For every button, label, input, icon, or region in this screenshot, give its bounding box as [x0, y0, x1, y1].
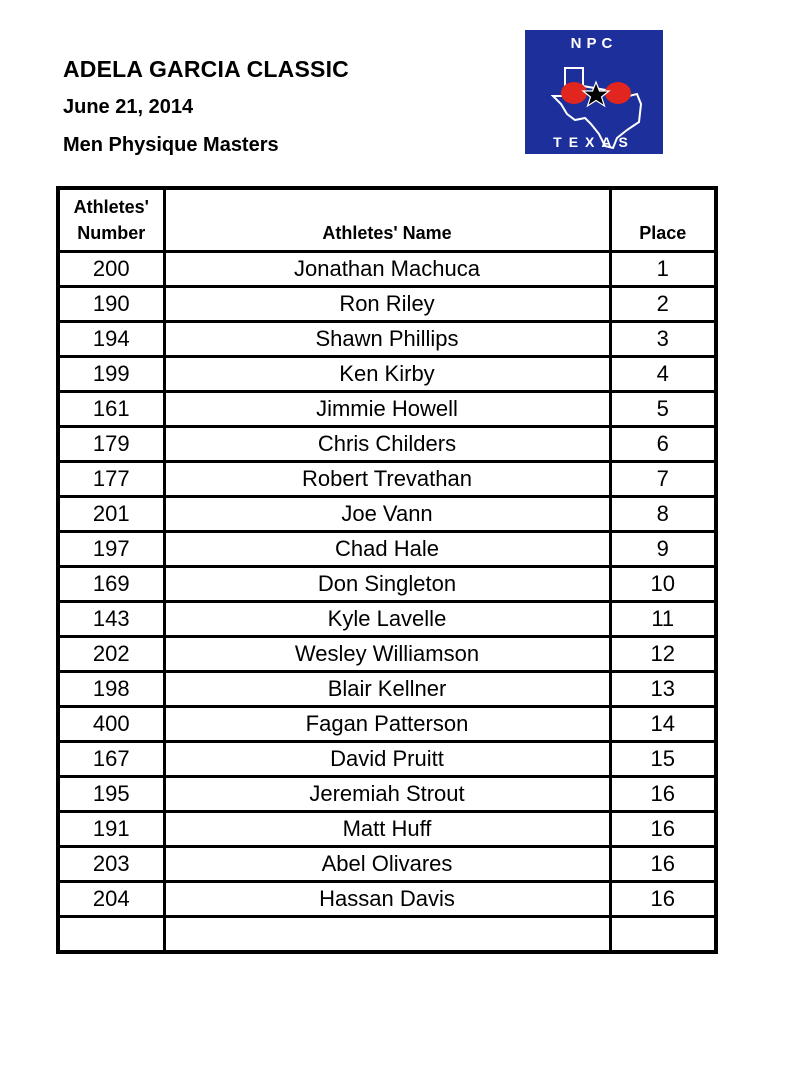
- place-cell: 4: [610, 357, 716, 392]
- place-cell: [610, 917, 716, 953]
- right-glove-icon: [605, 82, 631, 104]
- athlete-name-cell: Jeremiah Strout: [164, 777, 610, 812]
- athlete-name-cell: Hassan Davis: [164, 882, 610, 917]
- athlete-number-cell: 177: [58, 462, 164, 497]
- athlete-name-cell: Abel Olivares: [164, 847, 610, 882]
- place-cell: 16: [610, 847, 716, 882]
- athlete-name-cell: Wesley Williamson: [164, 637, 610, 672]
- athlete-name-cell: Fagan Patterson: [164, 707, 610, 742]
- place-cell: 14: [610, 707, 716, 742]
- header-athlete-number: Athletes' Number: [58, 188, 164, 252]
- athlete-number-cell: 199: [58, 357, 164, 392]
- place-cell: 7: [610, 462, 716, 497]
- place-cell: 16: [610, 882, 716, 917]
- place-cell: 12: [610, 637, 716, 672]
- table-row: [58, 602, 716, 637]
- athlete-number-cell: 201: [58, 497, 164, 532]
- athlete-number-cell: 194: [58, 322, 164, 357]
- athlete-number-cell: 203: [58, 847, 164, 882]
- athlete-name-cell: Chad Hale: [164, 532, 610, 567]
- place-cell: 16: [610, 777, 716, 812]
- athlete-number-cell: 161: [58, 392, 164, 427]
- place-cell: 6: [610, 427, 716, 462]
- place-cell: 8: [610, 497, 716, 532]
- table-row: [58, 777, 716, 812]
- place-cell: 10: [610, 567, 716, 602]
- place-cell: 5: [610, 392, 716, 427]
- athlete-name-cell: Jonathan Machuca: [164, 252, 610, 287]
- table-row: [58, 812, 716, 847]
- table-row: [58, 532, 716, 567]
- athlete-number-cell: 195: [58, 777, 164, 812]
- athlete-name-cell: Kyle Lavelle: [164, 602, 610, 637]
- athlete-number-cell: 143: [58, 602, 164, 637]
- athlete-name-cell: Don Singleton: [164, 567, 610, 602]
- left-glove-icon: [561, 82, 587, 104]
- athlete-name-cell: Matt Huff: [164, 812, 610, 847]
- header-athlete-name: Athletes' Name: [164, 188, 610, 252]
- athlete-name-cell: Jimmie Howell: [164, 392, 610, 427]
- athlete-number-cell: 191: [58, 812, 164, 847]
- athlete-number-cell: 200: [58, 252, 164, 287]
- place-cell: 9: [610, 532, 716, 567]
- table-row: [58, 707, 716, 742]
- place-cell: 16: [610, 812, 716, 847]
- event-title: ADELA GARCIA CLASSIC: [63, 56, 349, 82]
- athlete-name-cell: Chris Childers: [164, 427, 610, 462]
- place-cell: 3: [610, 322, 716, 357]
- table-row: [58, 357, 716, 392]
- table-row: [58, 742, 716, 777]
- table-row: [58, 917, 716, 953]
- athlete-name-cell: [164, 917, 610, 953]
- athlete-name-cell: Robert Trevathan: [164, 462, 610, 497]
- athlete-name-cell: Joe Vann: [164, 497, 610, 532]
- results-table: [56, 186, 718, 954]
- place-cell: 15: [610, 742, 716, 777]
- athlete-name-cell: David Pruitt: [164, 742, 610, 777]
- event-date: June 21, 2014: [63, 96, 194, 118]
- table-row: [58, 252, 716, 287]
- table-row: [58, 847, 716, 882]
- athlete-number-cell: 198: [58, 672, 164, 707]
- athlete-number-cell: 169: [58, 567, 164, 602]
- table-row: [58, 462, 716, 497]
- athlete-name-cell: Blair Kellner: [164, 672, 610, 707]
- athlete-number-cell: 167: [58, 742, 164, 777]
- athlete-number-cell: 197: [58, 532, 164, 567]
- logo-top-text: NPC: [570, 35, 618, 52]
- athlete-number-cell: 202: [58, 637, 164, 672]
- table-row: [58, 392, 716, 427]
- header-place: Place: [610, 188, 716, 252]
- athlete-name-cell: Shawn Phillips: [164, 322, 610, 357]
- place-cell: 13: [610, 672, 716, 707]
- athlete-number-cell: 204: [58, 882, 164, 917]
- athlete-number-cell: [58, 917, 164, 953]
- table-row: [58, 287, 716, 322]
- npc-texas-logo: [525, 30, 663, 154]
- division-title: Men Physique Masters: [63, 134, 279, 156]
- place-cell: 11: [610, 602, 716, 637]
- header-row: [58, 188, 716, 252]
- logo-bottom-text: TEXAS: [553, 134, 635, 150]
- athlete-number-cell: 179: [58, 427, 164, 462]
- table-row: [58, 567, 716, 602]
- athlete-name-cell: Ken Kirby: [164, 357, 610, 392]
- table-row: [58, 497, 716, 532]
- table-row: [58, 672, 716, 707]
- athlete-number-cell: 190: [58, 287, 164, 322]
- table-row: [58, 637, 716, 672]
- table-row: [58, 427, 716, 462]
- table-row: [58, 882, 716, 917]
- place-cell: 1: [610, 252, 716, 287]
- table-row: [58, 322, 716, 357]
- place-cell: 2: [610, 287, 716, 322]
- athlete-number-cell: 400: [58, 707, 164, 742]
- athlete-name-cell: Ron Riley: [164, 287, 610, 322]
